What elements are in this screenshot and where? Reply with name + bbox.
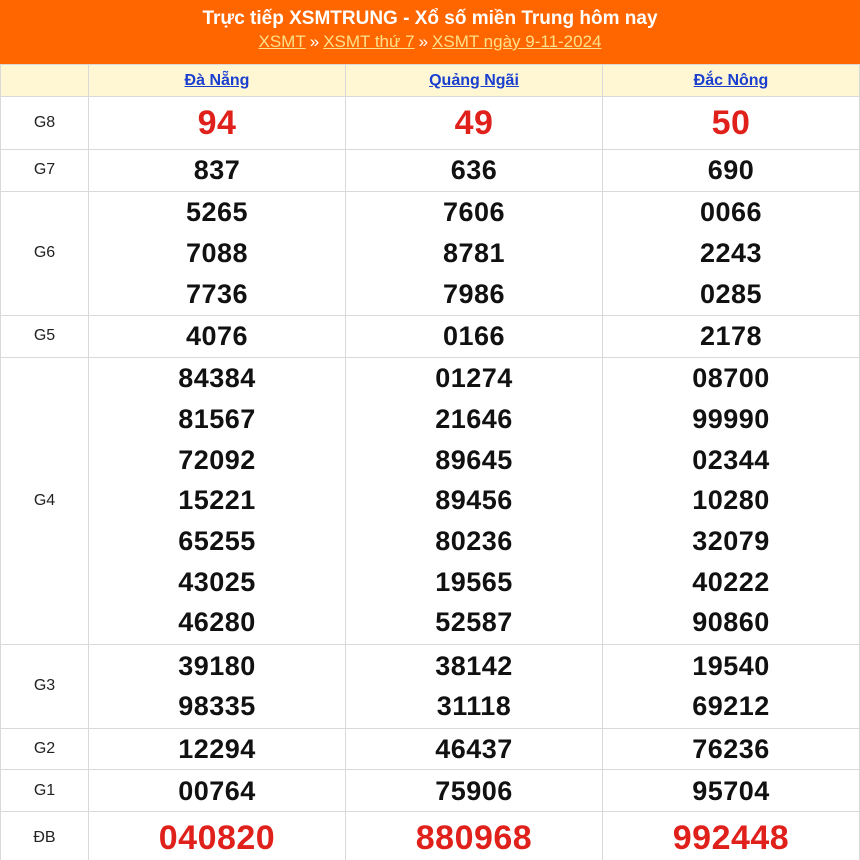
prize-number: 8781 [442, 237, 506, 268]
prize-number: 76236 [692, 733, 770, 764]
prize-number: 39180 [178, 650, 256, 681]
special-prize-number: 040820 [158, 818, 276, 857]
prize-cell [346, 770, 603, 812]
prize-cell [603, 728, 860, 770]
prize-number: 90860 [692, 607, 770, 638]
prize-label: ĐB [1, 812, 89, 860]
breadcrumb-xsmt-date[interactable]: XSMT ngày 9-11-2024 [432, 32, 602, 51]
prize-cell [603, 97, 860, 150]
prize-number: 50 [711, 104, 751, 142]
prize-number: 7088 [185, 237, 249, 268]
prize-number: 89456 [435, 485, 513, 516]
prize-number: 636 [450, 155, 498, 185]
prize-number: 4076 [185, 320, 249, 351]
prize-cell [603, 357, 860, 644]
prize-number: 49 [454, 104, 494, 142]
prize-cell [346, 644, 603, 728]
prize-row [1, 644, 860, 728]
prize-row [1, 728, 860, 770]
prize-cell [89, 357, 346, 644]
prize-number: 69212 [692, 691, 770, 722]
prize-cell [89, 644, 346, 728]
prize-number: 12294 [178, 733, 256, 764]
prize-cell [89, 150, 346, 192]
prize-cell [89, 191, 346, 315]
breadcrumb-xsmt[interactable]: XSMT [258, 32, 306, 51]
prize-number: 65255 [178, 526, 256, 557]
prize-number: 01274 [435, 363, 513, 394]
prize-number: 32079 [692, 526, 770, 557]
prize-number: 5265 [185, 197, 249, 228]
prize-number: 46280 [178, 607, 256, 638]
breadcrumb-xsmt-thu-7[interactable]: XSMT thứ 7 [323, 32, 415, 51]
prize-number: 02344 [692, 444, 770, 475]
prize-number: 0066 [699, 197, 763, 228]
prize-cell [89, 728, 346, 770]
results-table [0, 64, 860, 860]
prize-label: G2 [1, 728, 89, 770]
province-header [89, 65, 346, 97]
prize-label: G3 [1, 644, 89, 728]
breadcrumb [0, 32, 860, 52]
prize-label: G5 [1, 315, 89, 357]
prize-number: 0166 [442, 320, 506, 351]
prize-cell [346, 97, 603, 150]
prize-number: 2243 [699, 237, 763, 268]
prize-number: 72092 [178, 444, 256, 475]
prize-number: 38142 [435, 650, 513, 681]
special-prize-number: 992448 [672, 818, 790, 857]
prize-cell [603, 191, 860, 315]
prize-number: 7736 [185, 278, 249, 309]
prize-number: 46437 [435, 733, 513, 764]
prize-cell [89, 770, 346, 812]
breadcrumb-separator: » [418, 32, 429, 51]
prize-cell [346, 812, 603, 860]
province-header [603, 65, 860, 97]
prize-number: 00764 [178, 775, 256, 806]
prize-number: 7606 [442, 197, 506, 228]
prize-label: G7 [1, 150, 89, 192]
province-header-row [1, 65, 860, 97]
prize-cell [346, 150, 603, 192]
prize-number: 80236 [435, 526, 513, 557]
prize-cell [89, 812, 346, 860]
header-corner [1, 65, 89, 97]
prize-row [1, 770, 860, 812]
prize-cell [89, 97, 346, 150]
province-link-da-nang[interactable]: Đà Nẵng [184, 71, 250, 89]
prize-number: 84384 [178, 363, 256, 394]
prize-number: 0285 [699, 278, 763, 309]
prize-row [1, 315, 860, 357]
prize-row [1, 357, 860, 644]
prize-number: 15221 [178, 485, 256, 516]
prize-number: 08700 [692, 363, 770, 394]
province-header [346, 65, 603, 97]
prize-number: 75906 [435, 775, 513, 806]
prize-number: 95704 [692, 775, 770, 806]
prize-label: G1 [1, 770, 89, 812]
breadcrumb-separator: » [309, 32, 320, 51]
prize-number: 690 [707, 155, 755, 185]
prize-number: 43025 [178, 566, 256, 597]
prize-cell [346, 728, 603, 770]
prize-number: 40222 [692, 566, 770, 597]
prize-label: G8 [1, 97, 89, 150]
prize-cell [603, 150, 860, 192]
prize-number: 837 [193, 155, 241, 185]
province-link-quang-ngai[interactable]: Quảng Ngãi [429, 71, 519, 89]
prize-row [1, 97, 860, 150]
prize-cell [603, 770, 860, 812]
prize-number: 99990 [692, 403, 770, 434]
prize-cell [346, 191, 603, 315]
prize-number: 98335 [178, 691, 256, 722]
page-title: Trực tiếp XSMTRUNG - Xổ số miền Trung hôm nay [202, 8, 658, 29]
prize-row [1, 812, 860, 860]
province-link-dac-nong[interactable]: Đắc Nông [693, 71, 769, 89]
prize-number: 81567 [178, 403, 256, 434]
prize-number: 89645 [435, 444, 513, 475]
special-prize-number: 880968 [415, 818, 533, 857]
prize-cell [603, 315, 860, 357]
prize-number: 31118 [436, 691, 512, 722]
prize-cell [346, 315, 603, 357]
prize-row [1, 191, 860, 315]
prize-number: 19540 [692, 650, 770, 681]
prize-cell [89, 315, 346, 357]
page-header [0, 0, 860, 64]
prize-number: 94 [197, 104, 237, 142]
prize-label: G4 [1, 357, 89, 644]
prize-number: 7986 [442, 278, 506, 309]
prize-cell [346, 357, 603, 644]
prize-cell [603, 644, 860, 728]
prize-row [1, 150, 860, 192]
prize-number: 19565 [435, 566, 513, 597]
prize-label: G6 [1, 191, 89, 315]
prize-number: 10280 [692, 485, 770, 516]
prize-number: 2178 [699, 320, 763, 351]
prize-cell [603, 812, 860, 860]
prize-number: 52587 [435, 607, 513, 638]
prize-number: 21646 [435, 403, 513, 434]
